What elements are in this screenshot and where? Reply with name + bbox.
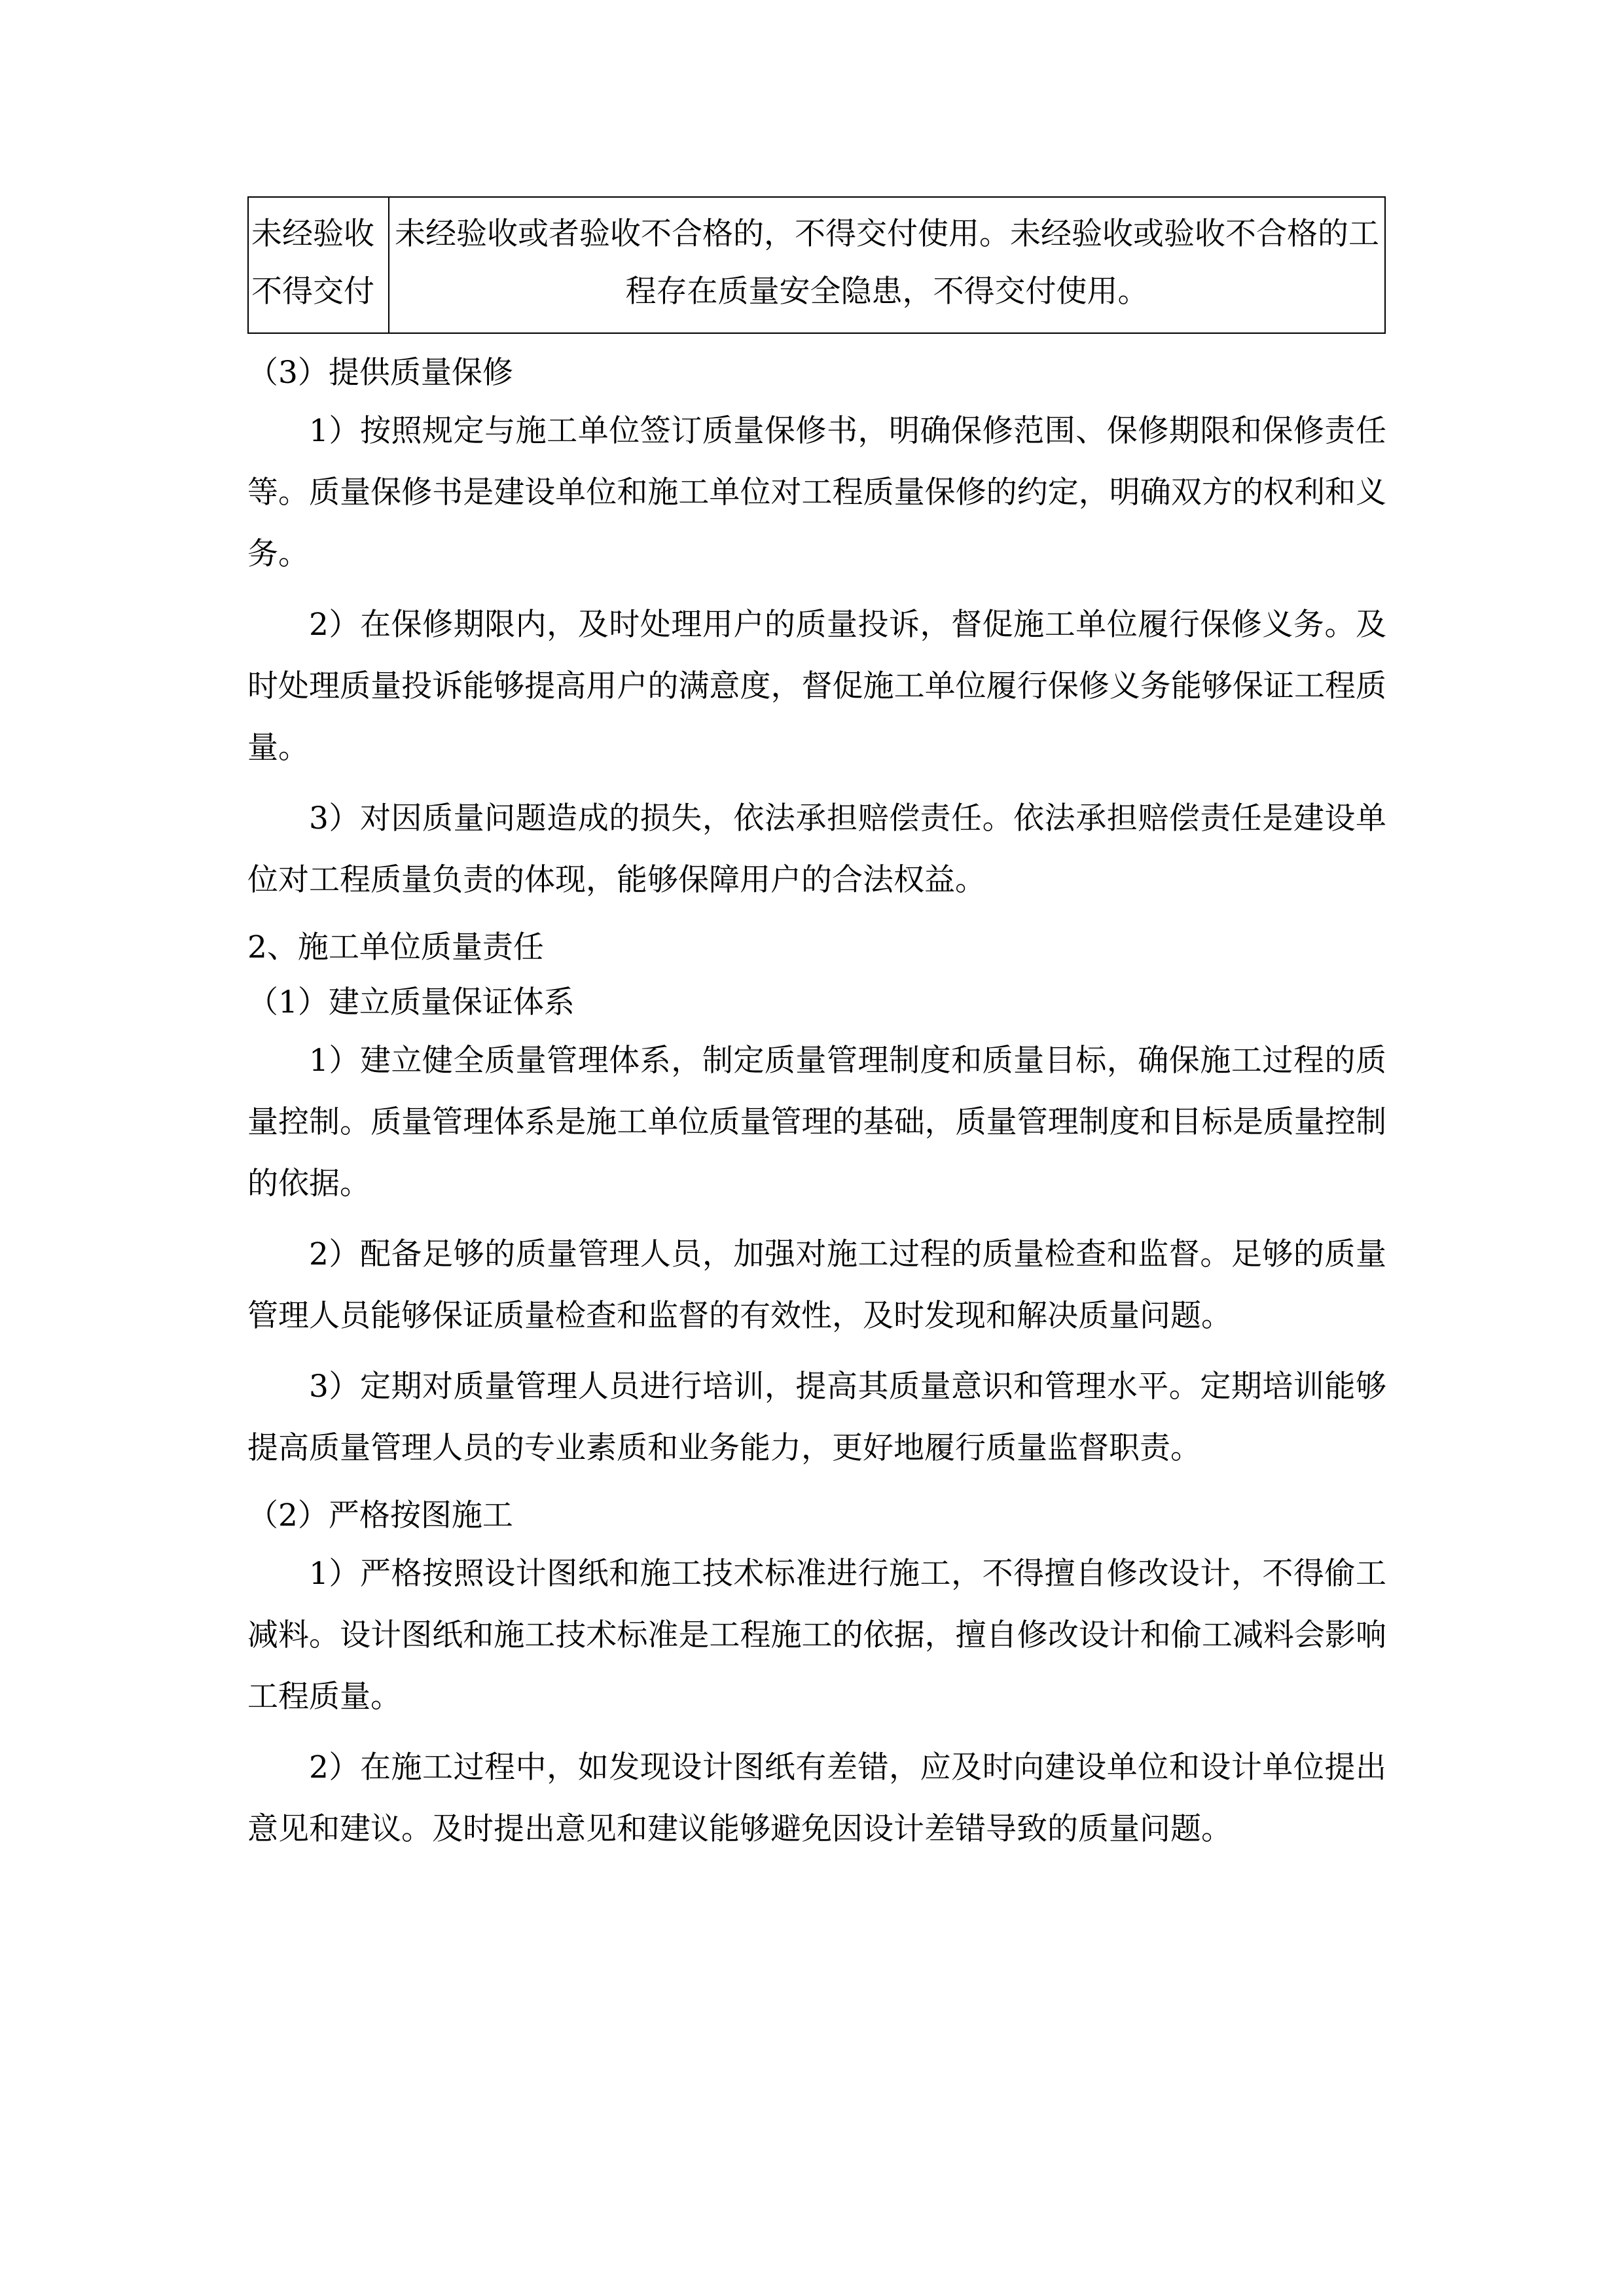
section-quality-assurance-system [247,975,1386,1479]
table-row [248,197,1385,333]
paragraph: 2）配备足够的质量管理人员，加强对施工过程的质量检查和监督。足够的质量管理人员能够保证质量检查和监督的有效性，及时发现和解决质量问题。 [247,1236,1386,1334]
section-heading: （3）提供质量保修 [247,355,513,391]
paragraph: 3）对因质量问题造成的损失，依法承担赔偿责任。依法承担赔偿责任是建设单位对工程质量负责的体现，能够保障用户的合法权益。 [247,800,1386,898]
section-build-per-drawings [247,1488,1386,1860]
paragraph: 2）在保修期限内，及时处理用户的质量投诉，督促施工单位履行保修义务。及时处理质量投诉能够提高用户的满意度，督促施工单位履行保修义务能够保证工程质量。 [247,607,1386,766]
section-quality-warranty [247,346,1386,911]
section-heading: （1）建立质量保证体系 [247,984,575,1020]
paragraph: 2）在施工过程中，如发现设计图纸有差错，应及时向建设单位和设计单位提出意见和建议。及时提出意见和建议能够避免因设计差错导致的质量问题。 [247,1749,1386,1847]
section-heading: （2）严格按图施工 [247,1498,513,1534]
requirement-table [247,196,1386,334]
paragraph: 3）定期对质量管理人员进行培训，提高其质量意识和管理水平。定期培训能够提高质量管理人员的专业素质和业务能力，更好地履行质量监督职责。 [247,1369,1386,1466]
table-cell-label: 未经验收不得交付 [248,197,389,333]
part-contractor-responsibility [247,920,1386,1860]
document-body [247,196,1386,1869]
paragraph: 1）严格按照设计图纸和施工技术标准进行施工，不得擅自修改设计，不得偷工减料。设计图纸和施工技术标准是工程施工的依据，擅自修改设计和偷工减料会影响工程质量。 [247,1556,1386,1715]
paragraph: 1）建立健全质量管理体系，制定质量管理制度和质量目标，确保施工过程的质量控制。质量管理体系是施工单位质量管理的基础，质量管理制度和目标是质量控制的依据。 [247,1043,1386,1202]
paragraph: 1）按照规定与施工单位签订质量保修书，明确保修范围、保修期限和保修责任等。质量保修书是建设单位和施工单位对工程质量保修的约定，明确双方的权利和义务。 [247,413,1386,572]
table-cell-text: 未经验收或者验收不合格的，不得交付使用。未经验收或验收不合格的工程存在质量安全隐患，不得交付使用。 [389,197,1385,333]
part-heading: 2、施工单位质量责任 [247,929,544,965]
